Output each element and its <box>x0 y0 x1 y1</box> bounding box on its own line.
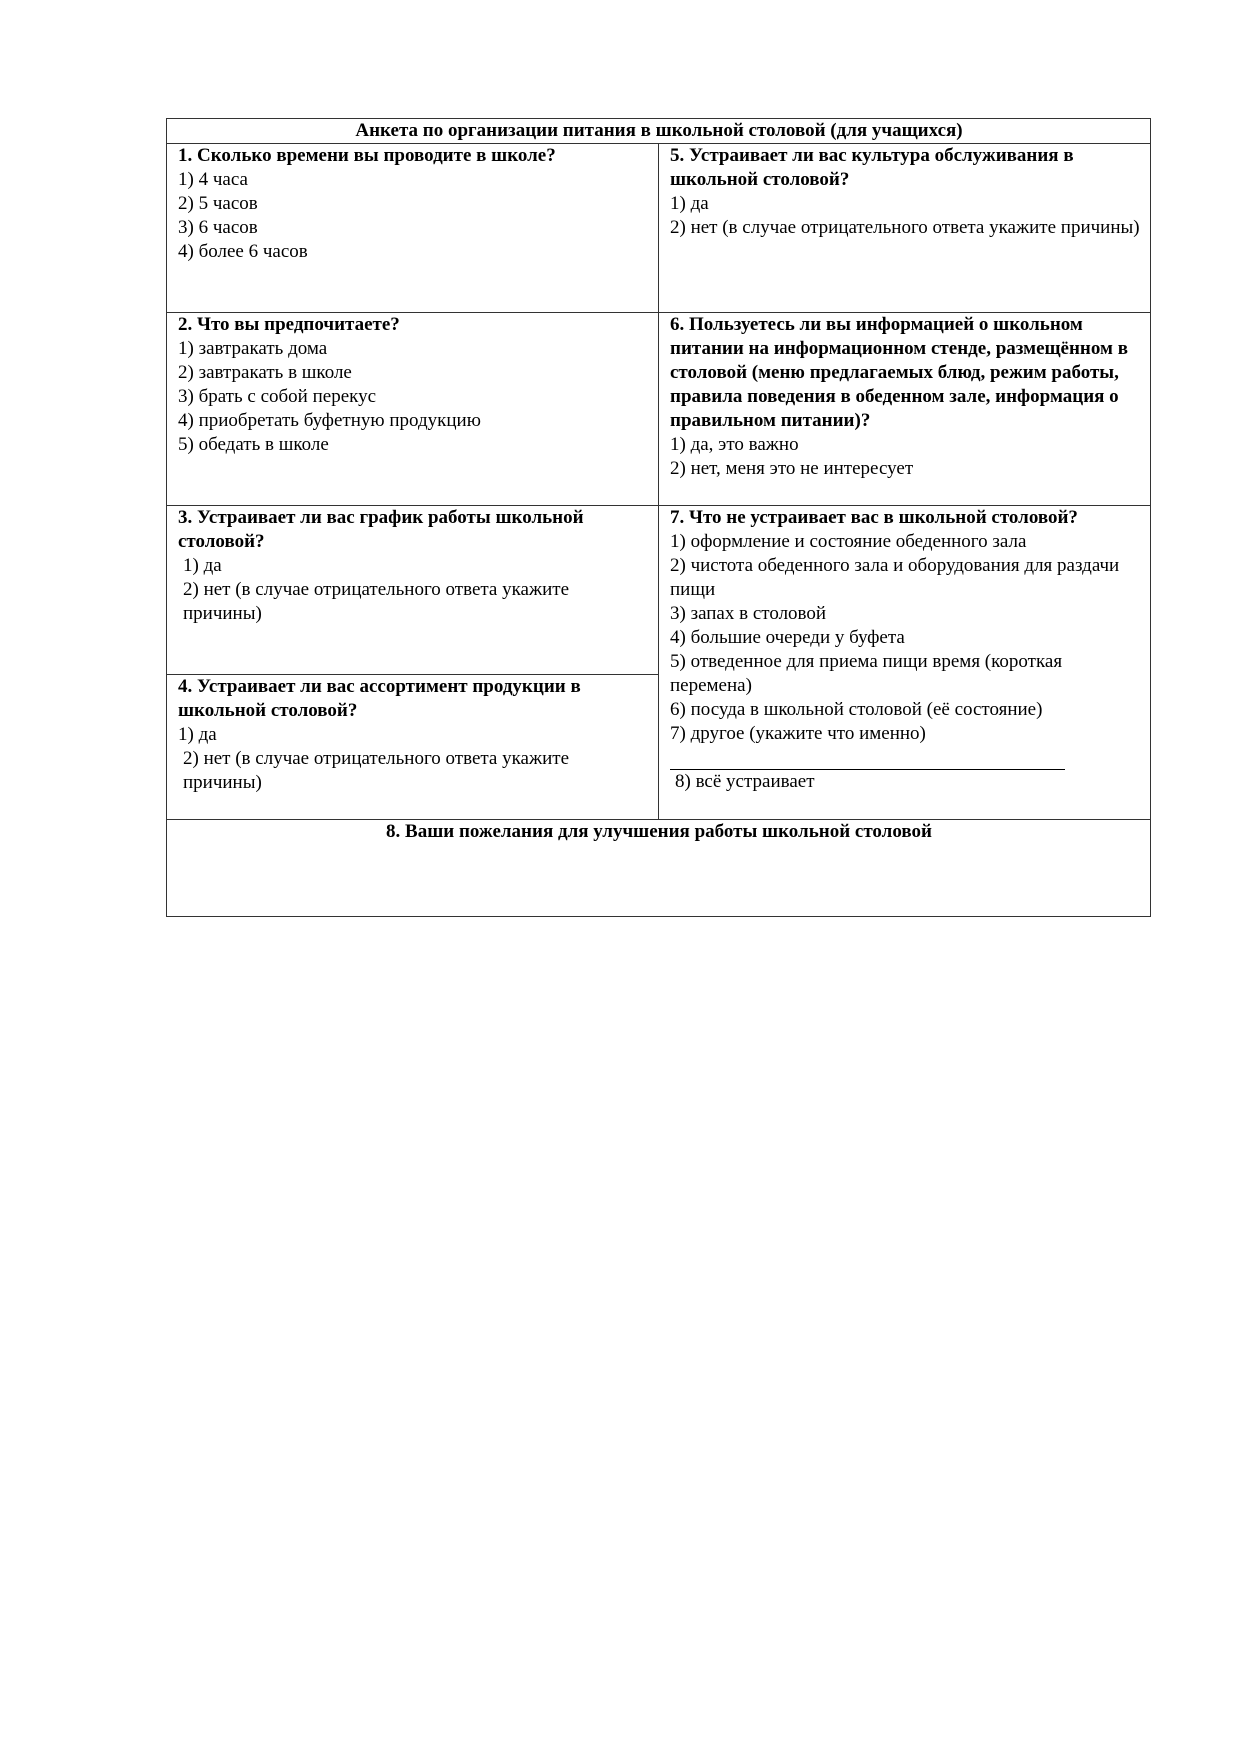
q3-option-1: 1) да <box>183 555 222 576</box>
question-5-cell <box>659 144 1151 313</box>
survey-sheet <box>166 118 1151 917</box>
q2-option-5: 5) обедать в школе <box>178 434 329 455</box>
q7-option-5: 5) отведенное для приема пищи время (короткая перемена) <box>670 651 1063 696</box>
question-1-text: 1. Сколько времени вы проводите в школе? <box>178 145 556 166</box>
q6-option-1: 1) да, это важно <box>670 434 799 455</box>
question-4-cell <box>167 675 659 820</box>
q7-option-3: 3) запах в столовой <box>670 603 827 624</box>
question-8-cell[interactable] <box>167 820 1151 917</box>
q1-option-1: 1) 4 часа <box>178 169 248 190</box>
survey-title: Анкета по организации питания в школьной столовой (для учащихся) <box>167 119 1151 144</box>
question-3-cell <box>167 506 659 675</box>
q2-option-2: 2) завтракать в школе <box>178 362 352 383</box>
survey-table <box>166 118 1151 917</box>
question-7-text: 7. Что не устраивает вас в школьной столовой? <box>670 507 1078 528</box>
q7-option-4: 4) большие очереди у буфета <box>670 627 905 648</box>
question-4-text: 4. Устраивает ли вас ассортимент продукции в школьной столовой? <box>178 676 581 721</box>
question-3-text: 3. Устраивает ли вас график работы школьной столовой? <box>178 507 584 552</box>
q1-option-3: 3) 6 часов <box>178 217 258 238</box>
q7-answer-line[interactable] <box>670 746 1140 770</box>
question-8-text: 8. Ваши пожелания для улучшения работы школьной столовой <box>386 821 932 842</box>
q7-option-1: 1) оформление и состояние обеденного зала <box>670 531 1027 552</box>
q1-option-2: 2) 5 часов <box>178 193 258 214</box>
q7-option-6: 6) посуда в школьной столовой (её состояние) <box>670 699 1043 720</box>
q7-option-7: 7) другое (укажите что именно) <box>670 723 926 744</box>
q7-option-2: 2) чистота обеденного зала и оборудования для раздачи пищи <box>670 555 1120 600</box>
q1-option-4: 4) более 6 часов <box>178 241 308 262</box>
question-6-text: 6. Пользуетесь ли вы информацией о школьном питании на информационном стенде, размещённом в столовой (меню предлагаемых блюд, режим работы, правила поведения в обеденном зале, информация о правильном питании)? <box>670 314 1128 431</box>
question-2-cell <box>167 313 659 506</box>
q5-option-1: 1) да <box>670 193 709 214</box>
question-7-cell <box>659 506 1151 820</box>
q2-option-3: 3) брать с собой перекус <box>178 386 377 407</box>
question-1-cell <box>167 144 659 313</box>
question-2-text: 2. Что вы предпочитаете? <box>178 314 400 335</box>
q3-option-2: 2) нет (в случае отрицательного ответа укажите причины) <box>183 579 570 624</box>
q6-option-2: 2) нет, меня это не интересует <box>670 458 914 479</box>
q7-option-8: 8) всё устраивает <box>675 771 815 792</box>
question-6-cell <box>659 313 1151 506</box>
q2-option-4: 4) приобретать буфетную продукцию <box>178 410 481 431</box>
q2-option-1: 1) завтракать дома <box>178 338 328 359</box>
q4-option-1: 1) да <box>178 724 217 745</box>
question-5-text: 5. Устраивает ли вас культура обслуживания в школьной столовой? <box>670 145 1074 190</box>
q5-option-2: 2) нет (в случае отрицательного ответа укажите причины) <box>670 217 1140 238</box>
q4-option-2: 2) нет (в случае отрицательного ответа укажите причины) <box>183 748 570 793</box>
